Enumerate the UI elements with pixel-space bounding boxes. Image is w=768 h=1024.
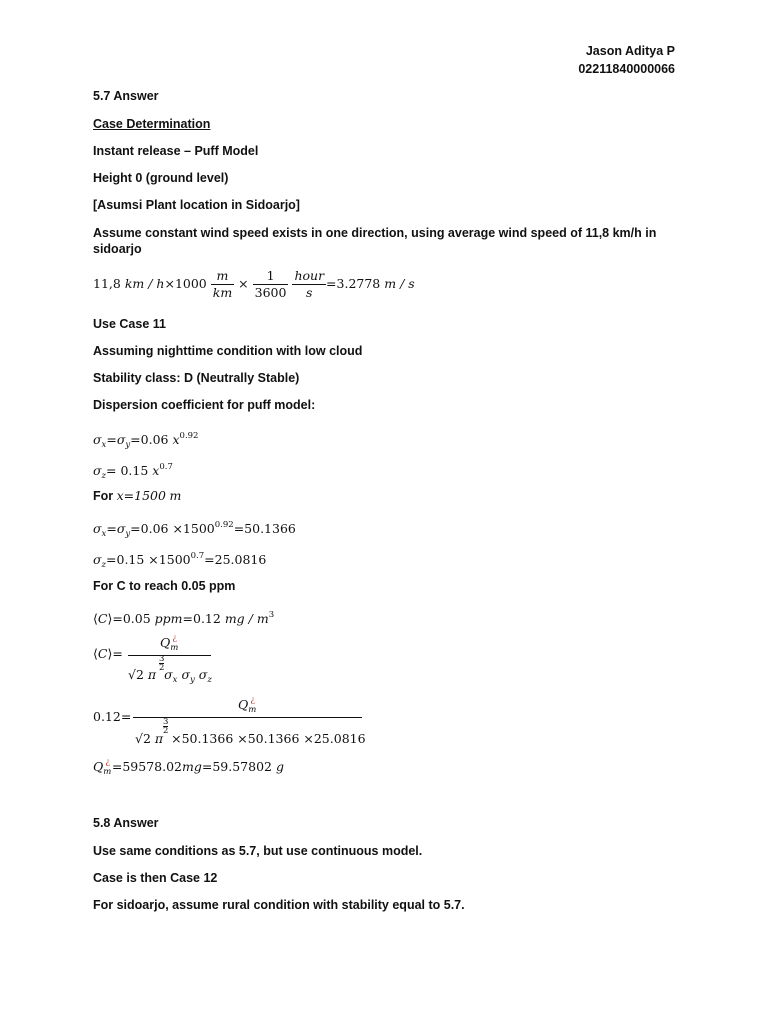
- speed-conversion-equation: [93, 268, 415, 301]
- subscript: m: [248, 705, 257, 715]
- sigma-z-equation: [93, 459, 173, 484]
- variable: Q: [238, 697, 249, 712]
- sigma-symbol: σ: [181, 667, 190, 682]
- mark: ¿: [172, 633, 177, 643]
- conv-kmh: km / h: [124, 276, 165, 291]
- author-name: Jason Aditya P: [585, 44, 675, 58]
- x-expression: x=1500: [116, 488, 166, 503]
- exponent: 0.92: [214, 520, 234, 530]
- subscript: y: [125, 529, 131, 539]
- height-text: Height 0 (ground level): [93, 171, 229, 185]
- concentration-fraction-lhs: [93, 646, 123, 662]
- eq-part: =: [112, 646, 123, 661]
- variable: Q: [93, 759, 104, 774]
- exp-den: 2: [163, 726, 169, 736]
- variable: x: [152, 463, 160, 478]
- exp-num: 3: [163, 717, 169, 727]
- unit: m: [169, 488, 182, 503]
- cfrac-numerator: [160, 635, 183, 656]
- section-heading-5-8: 5.8 Answer: [93, 816, 159, 830]
- wind-speed-text-line2: sidoarjo: [93, 242, 142, 256]
- subscript: z: [207, 675, 212, 685]
- eq-part: =σ: [106, 521, 126, 536]
- conv-unit: m / s: [384, 276, 415, 291]
- cfrac-bar: [128, 655, 211, 656]
- variable: x: [172, 432, 180, 447]
- fraction-den: s: [292, 284, 326, 301]
- bracket: ⟨: [93, 646, 98, 661]
- sigma-symbol: σ: [93, 432, 102, 447]
- mark: ¿: [105, 757, 110, 767]
- variable: C: [97, 646, 108, 661]
- eq-part: =0.06: [130, 432, 169, 447]
- for-label: For: [93, 489, 114, 503]
- exp-fraction: [159, 655, 164, 672]
- subscript: z: [101, 471, 107, 481]
- fraction-num: m: [216, 268, 229, 283]
- exponent: 0.7: [190, 551, 205, 561]
- subscript: m: [103, 767, 112, 777]
- eq-part: = 0.15: [106, 463, 149, 478]
- fraction-hour-per-s: [292, 268, 326, 301]
- variable: Q: [160, 635, 171, 650]
- unit: mg / m: [224, 611, 269, 626]
- fraction-den: 3600: [254, 285, 287, 300]
- exp-den: 2: [159, 663, 165, 673]
- unit: ppm: [154, 611, 183, 626]
- same-conditions-text: Use same conditions as 5.7, but use continuous model.: [93, 844, 423, 858]
- eq-part: =σ: [106, 432, 126, 447]
- fraction-num: hour: [294, 268, 325, 283]
- for-x-line: [93, 488, 181, 504]
- eq-part: =59.57802: [201, 759, 272, 774]
- unit: g: [275, 759, 284, 774]
- eq-012-denominator: [135, 717, 366, 747]
- subscript: x: [172, 675, 178, 685]
- section-heading-5-7: 5.7 Answer: [93, 89, 159, 103]
- eq-part: =0.15 ×1500: [106, 552, 191, 567]
- eq-part: =0.06 ×1500: [130, 521, 215, 536]
- mark: ¿: [250, 695, 255, 705]
- exponent: 0.92: [179, 431, 199, 441]
- sigma-xy-numeric: [93, 517, 296, 542]
- conv-result: =3.2778: [326, 276, 381, 291]
- dispersion-heading: Dispersion coefficient for puff model:: [93, 398, 316, 412]
- subscript: m: [170, 643, 179, 653]
- student-id: 02211840000066: [578, 62, 675, 76]
- sigma-symbol: σ: [164, 667, 173, 682]
- exponent: 3: [268, 610, 275, 620]
- bracket: ⟨: [93, 611, 98, 626]
- conv-value: 11,8: [93, 276, 121, 291]
- use-case-11: Use Case 11: [93, 317, 166, 331]
- variable: C: [97, 611, 108, 626]
- case-12-text: Case is then Case 12: [93, 871, 218, 885]
- eq-part: =0.05: [112, 611, 151, 626]
- sqrt: √2: [135, 731, 151, 746]
- sigma-xy-equation: [93, 428, 198, 453]
- eq-part: =59578.02: [111, 759, 182, 774]
- sqrt: √2: [128, 667, 144, 682]
- exponent: 0.7: [159, 462, 173, 472]
- nighttime-text: Assuming nighttime condition with low cloud: [93, 344, 363, 358]
- pi: π: [154, 731, 164, 746]
- case-determination-heading: Case Determination: [93, 117, 211, 131]
- sigma-z-numeric: [93, 548, 266, 573]
- fraction-num: 1: [266, 268, 275, 283]
- subscript: y: [125, 440, 131, 450]
- rural-condition-text: For sidoarjo, assume rural condition with stability equal to 5.7.: [93, 898, 465, 912]
- subscript: z: [101, 560, 107, 570]
- pi: π: [147, 667, 157, 682]
- result-equation: [93, 759, 284, 780]
- eq-012-lhs: 0.12=: [93, 709, 132, 724]
- bracket: ⟩: [107, 646, 113, 661]
- fraction-den: km: [212, 285, 233, 300]
- fraction-1-per-3600: [253, 268, 289, 301]
- conv-times: ×: [238, 276, 249, 291]
- subscript: y: [189, 675, 195, 685]
- for-c-heading: For C to reach 0.05 ppm: [93, 579, 236, 593]
- cfrac-denominator: [128, 654, 212, 688]
- eq-part: =0.12: [182, 611, 221, 626]
- conv-times1000: ×1000: [164, 276, 207, 291]
- exp-fraction: [163, 718, 168, 735]
- eq-012-numerator: [238, 697, 261, 718]
- stability-text: Stability class: D (Neutrally Stable): [93, 371, 300, 385]
- sigma-symbol: σ: [93, 521, 102, 536]
- result: =50.1366: [233, 521, 296, 536]
- exp-num: 3: [159, 654, 165, 664]
- fraction-m-per-km: [211, 268, 234, 301]
- instant-release-text: Instant release – Puff Model: [93, 144, 259, 158]
- sigma-symbol: σ: [93, 552, 102, 567]
- den-rest: ×50.1366 ×50.1366 ×25.0816: [171, 731, 366, 746]
- wind-speed-text-line1: Assume constant wind speed exists in one direction, using average wind speed of 11,8 km/h in: [93, 226, 657, 240]
- subscript: x: [101, 440, 107, 450]
- location-text: [Asumsi Plant location in Sidoarjo]: [93, 198, 300, 212]
- subscript: x: [101, 529, 107, 539]
- sigma-symbol: σ: [198, 667, 208, 682]
- bracket: ⟩: [107, 611, 113, 626]
- sigma-symbol: σ: [93, 463, 102, 478]
- result: =25.0816: [204, 552, 267, 567]
- concentration-equation: [93, 607, 274, 627]
- unit: mg: [182, 759, 202, 774]
